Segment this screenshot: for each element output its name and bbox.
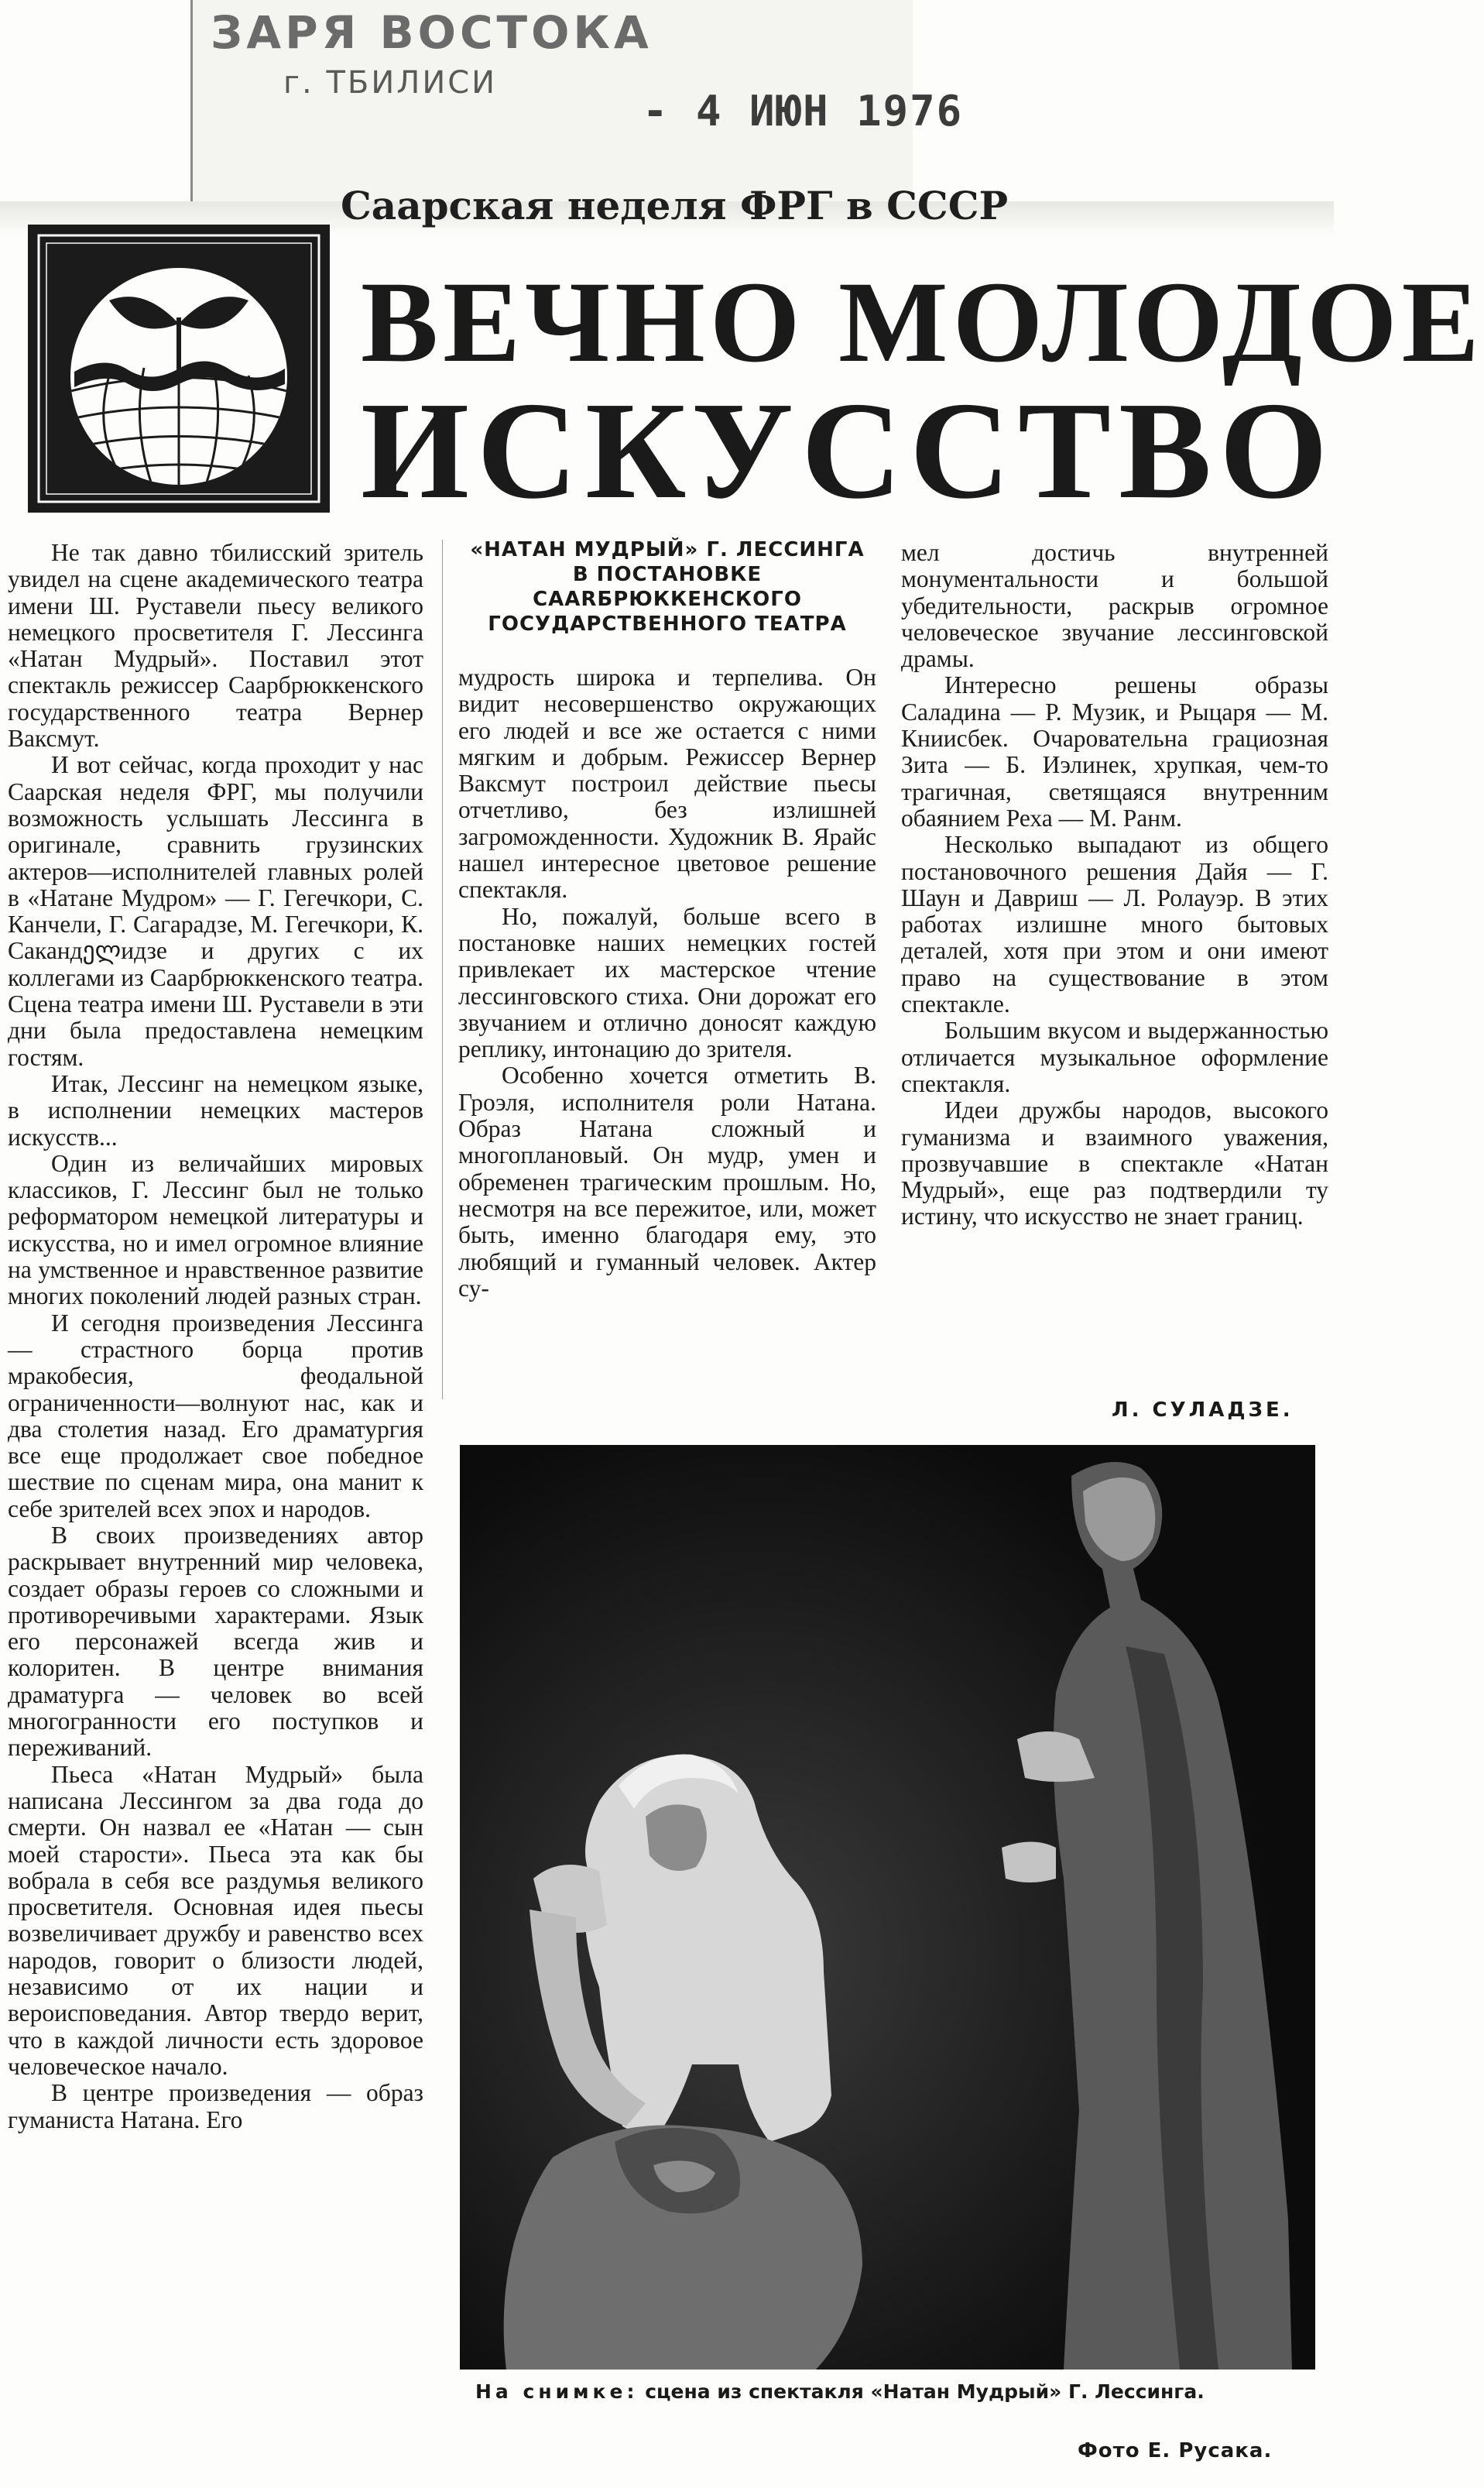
paragraph: Итак, Лессинг на немецком языке, в исполнении немецких мастеров искусств... bbox=[8, 1069, 423, 1151]
headline-line-2: ИСКУССТВО bbox=[361, 373, 1336, 527]
paragraph: В своих произведениях автор раскрывает внутренний мир человека, создает образы героев со сложными и противоречивыми характерами. Язык его персонажей всегда жив и колоритен. В центре внимания драматурга — человек во всей многогранности его поступков и переживаний. bbox=[8, 1521, 423, 1762]
paragraph: Особенно хочется отметить В. Гроэля, исполнителя роли Натана. Образ Натана сложный и многоплановый. Он мудр, умен и обременен трагическим прошлым. Но, несмотря на все пережитое, или, может быть, именно благодаря ему, это любящий и гуманный человек. Актер су- bbox=[458, 1062, 876, 1302]
clipping-date: - 4 ИЮН 1976 bbox=[643, 87, 964, 136]
newspaper-city: г. ТБИЛИСИ bbox=[283, 65, 498, 101]
paragraph: Один из величайших мировых классиков, Г. Лессинг был не только реформатором немецкой литературы и искусства, но и имел огромное влияние на умственное и нравственное развитие многих поколений людей разных стран. bbox=[8, 1149, 423, 1310]
paragraph: В центре произведения — образ гуманиста Натана. Его bbox=[8, 2079, 423, 2133]
article-subhead: «НАТАН МУДРЫЙ» Г. ЛЕССИНГА В ПОСТАНОВКЕ САARБРЮККЕНСКОГО ГОСУДАРСТВЕННОГО ТЕАТРА bbox=[470, 538, 865, 636]
paragraph: И сегодня произведения Лессинга — страстного борца против мракобесия, феодальной ограниченности—волнуют нас, как и два столетия назад. Его драматургия все еще продолжает свое победное шествие по сценам мира, она манит к себе зрителей всех эпох и народов. bbox=[8, 1309, 423, 1522]
paragraph: Не так давно тбилисский зритель увидел на сцене академического театра имени Ш. Руставели пьесу великого немецкого просветителя Г. Лессинга «Натан Мудрый». Поставил этот спектакль режиссер Саарбрюккенского государственного театра Вернер Ваксмут. bbox=[8, 539, 423, 753]
paragraph: Интересно решены образы Саладина — Р. Музик, и Рыцаря — М. Книисбек. Очаровательна грациозная Зита — Б. Иэлинек, хрупкая, чем-то трагичная, светящаяся внутренним обаянием Реха — М. Ранм. bbox=[901, 671, 1328, 832]
author-byline: Л. СУЛАДЗЕ. bbox=[1112, 1398, 1294, 1422]
article-column-2 bbox=[458, 664, 876, 1423]
column-divider bbox=[442, 540, 443, 1399]
photo-credit: Фото Е. Русака. bbox=[1078, 2439, 1273, 2462]
stage-scene-photo bbox=[460, 1445, 1315, 2370]
paragraph: мудрость широка и терпелива. Он видит несовершенство окружающих его людей и все же остается с ними мягким и добрым. Режиссер Вернер Ваксмут построил действие пьесы отчетливо, без излишней загроможденности. Художник В. Ярайс нашел интересное цветовое решение спектакля. bbox=[458, 664, 876, 904]
photo-caption bbox=[475, 2379, 1319, 2405]
paragraph: Пьеса «Натан Мудрый» была написана Лессингом за два года до смерти. Он назвал ее «Натан — сын моей старости». Пьеса эта как бы вобрала в себя все раздумья великого просветителя. Основная идея пьесы возвеличивает дружбу и равенство всех народов, говорит о близости людей, независимо от их нации и вероисповедания. Автор твердо верит, что в каждой личности есть здоровое человеческое начало. bbox=[8, 1760, 423, 2080]
week-emblem bbox=[28, 225, 330, 513]
sprout-over-globe-icon bbox=[28, 225, 330, 513]
paragraph: Несколько выпадают из общего постановочного решения Дайя — Г. Шаун и Давриш — Л. Ролауэр. В этих работах излишне много бытовых деталей, хотя при этом и они имеют право на существование в этом спектакле. bbox=[901, 831, 1328, 1018]
article-column-3 bbox=[901, 540, 1328, 1384]
stage-scene-icon bbox=[460, 1445, 1315, 2370]
caption-lead: На снимке: bbox=[475, 2380, 639, 2403]
paragraph: мел достичь внутренней монументальности и большой убедительности, раскрыв огромное человеческое звучание лессинговской драмы. bbox=[901, 539, 1328, 673]
caption-text: сцена из спектакля «Натан Мудрый» Г. Лессинга. bbox=[645, 2380, 1205, 2403]
paragraph: Большим вкусом и выдержанностью отличается музыкальное оформление спектакля. bbox=[901, 1017, 1328, 1097]
newspaper-name: ЗАРЯ ВОСТОКА bbox=[211, 6, 653, 59]
paragraph: Идеи дружбы народов, высокого гуманизма и взаимного уважения, прозвучавшие в спектакле «Натан Мудрый», еще раз подтвердили ту истину, что искусство не знает границ. bbox=[901, 1096, 1328, 1230]
article-column-1 bbox=[8, 540, 423, 2488]
paragraph: И вот сейчас, когда проходит у нас Саарская неделя ФРГ, мы получили возможность услышать Лессинга в оригинале, сравнить грузинских актеров—исполнителей главных ролей в «Натане Мудром» — Г. Гегечкори, С. Канчели, Г. Сагарадзе, М. Гегечкори, К. Сакандელидзе и других с их коллегами из Саарбрюккенского театра. Сцена театра имени Ш. Руставели в эти дни была предоставлена немецким гостям. bbox=[8, 751, 423, 1071]
headline-line-1: ВЕЧНО МОЛОДОЕ bbox=[361, 258, 1484, 386]
kicker-line: Саарская неделя ФРГ в СССР bbox=[341, 183, 1009, 228]
paragraph: Но, пожалуй, больше всего в постановке наших немецких гостей привлекает их мастерское чтение лессинговского стиха. Они дорожат его звучанием и отлично доносят каждую реплику, интонацию до зрителя. bbox=[458, 902, 876, 1063]
